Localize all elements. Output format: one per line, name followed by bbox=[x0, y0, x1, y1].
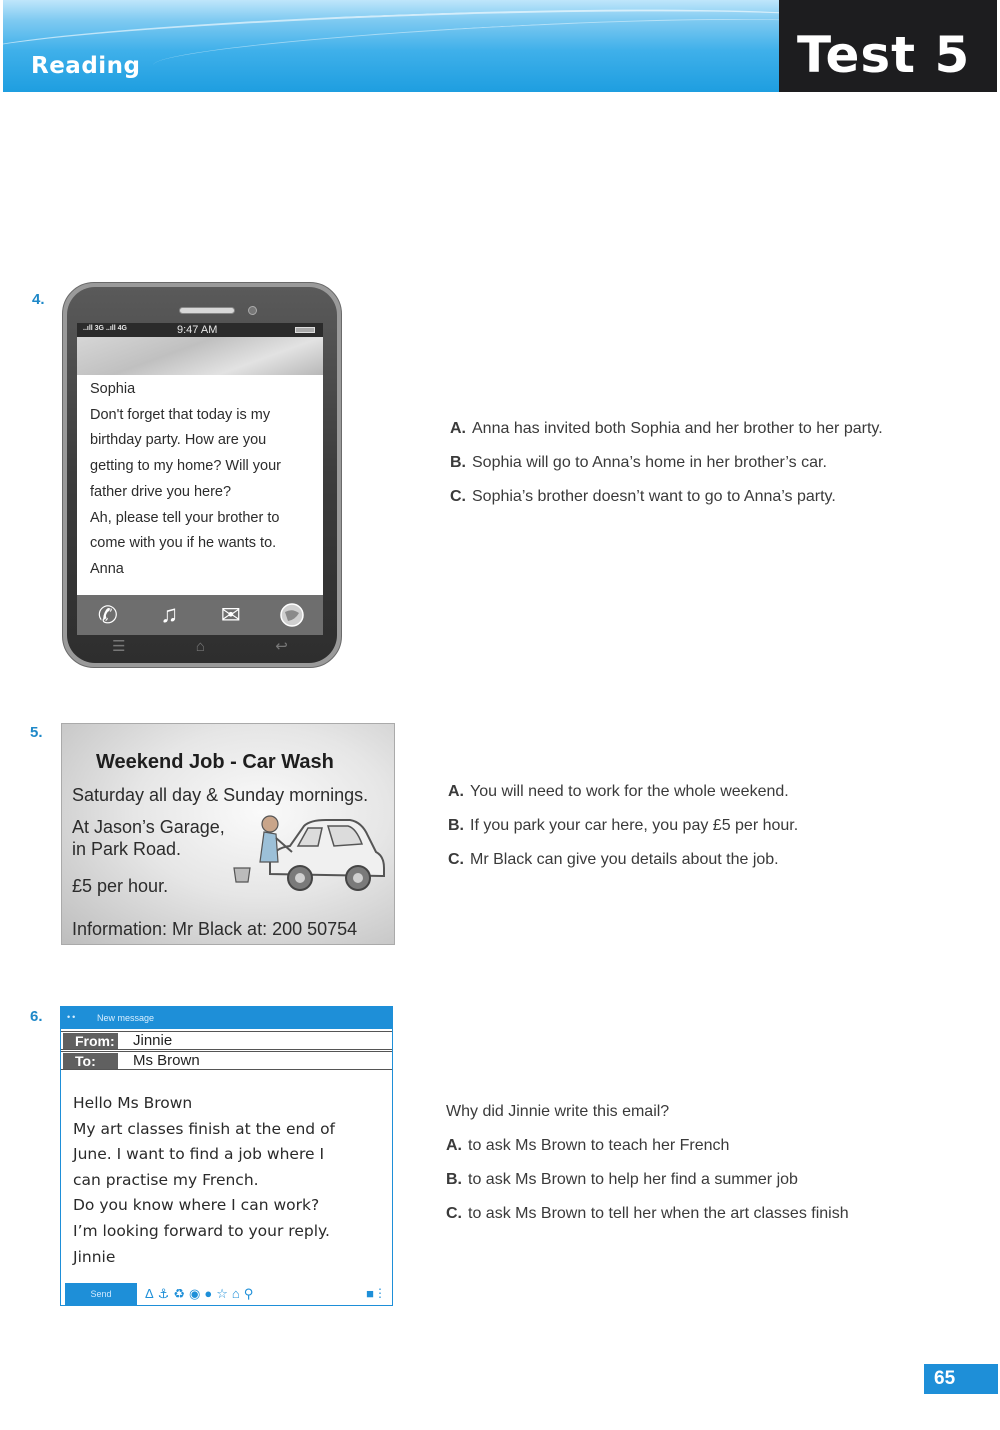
menu-icon: ☰ bbox=[112, 638, 126, 655]
message-line: getting to my home? Will your bbox=[90, 458, 281, 475]
more-options-icon: ⋮ bbox=[374, 1286, 386, 1300]
question-6-number: 6. bbox=[30, 1008, 43, 1025]
question-5-number: 5. bbox=[30, 724, 43, 741]
message-line: Don't forget that today is my bbox=[90, 406, 271, 423]
email-toolbar bbox=[61, 1283, 392, 1305]
question-6-text: Why did Jinnie write this email? bbox=[446, 1103, 670, 1120]
test-label-box bbox=[779, 0, 997, 92]
phone-dock bbox=[77, 595, 323, 635]
music-note-icon: ♫ bbox=[160, 601, 179, 628]
page-number: 65 bbox=[924, 1364, 998, 1394]
email-line: I’m looking forward to your reply. bbox=[73, 1221, 330, 1240]
page-header bbox=[3, 0, 997, 92]
phone-call-icon: ✆ bbox=[97, 601, 118, 629]
option-a: A. Anna has invited both Sophia and her brother to her party. bbox=[450, 420, 883, 437]
question-6-block bbox=[446, 1102, 849, 1238]
phone-wallpaper bbox=[77, 337, 323, 375]
email-window-title: New message bbox=[97, 1013, 155, 1023]
message-line: birthday party. How are you bbox=[90, 432, 267, 449]
back-icon: ↩ bbox=[275, 638, 288, 655]
car-wash-illustration bbox=[230, 812, 390, 902]
to-label: To: bbox=[63, 1053, 118, 1069]
window-controls-icon: •• bbox=[67, 1012, 78, 1022]
globe-icon bbox=[277, 601, 307, 629]
advert-schedule: Saturday all day & Sunday mornings. bbox=[72, 785, 369, 805]
advert-location-line-1: At Jason’s Garage, bbox=[72, 817, 225, 837]
home-icon: ⌂ bbox=[195, 637, 205, 655]
email-body bbox=[73, 1091, 388, 1270]
option-b: B. Sophia will go to Anna’s home in her brother’s car. bbox=[450, 454, 827, 471]
question-5-options bbox=[448, 782, 798, 884]
phone-status-bar bbox=[77, 323, 323, 337]
formatting-icons: Δ⚓♻◉●☆⌂⚲ bbox=[145, 1286, 258, 1301]
email-from-row bbox=[61, 1031, 392, 1050]
email-line: June. I want to find a job where I bbox=[73, 1145, 325, 1164]
phone-screen bbox=[77, 323, 323, 595]
send-button: Send bbox=[65, 1283, 137, 1305]
from-value: Jinnie bbox=[133, 1032, 173, 1049]
email-line: Hello Ms Brown bbox=[73, 1094, 193, 1112]
option-b: B. to ask Ms Brown to help her find a summer job bbox=[446, 1171, 798, 1188]
phone-nav-bar bbox=[77, 635, 323, 657]
battery-icon bbox=[295, 327, 315, 333]
phone-illustration bbox=[62, 282, 342, 668]
option-b: B. If you park your car here, you pay £5 per hour. bbox=[448, 817, 799, 834]
message-line: Anna bbox=[90, 560, 124, 577]
option-a: A. to ask Ms Brown to teach her French bbox=[446, 1137, 730, 1154]
email-line: My art classes finish at the end of bbox=[73, 1119, 336, 1138]
advert-location-line-2: in Park Road. bbox=[72, 839, 182, 859]
message-line: Ah, please tell your brother to bbox=[90, 509, 280, 526]
to-value: Ms Brown bbox=[133, 1052, 200, 1069]
email-line: can practise my French. bbox=[73, 1170, 259, 1189]
email-line: Do you know where I can work? bbox=[73, 1196, 320, 1215]
test-title: Test 5 bbox=[797, 26, 971, 84]
email-illustration bbox=[60, 1006, 393, 1306]
email-to-row bbox=[61, 1051, 392, 1070]
section-title: Reading bbox=[31, 53, 141, 79]
question-4-options bbox=[450, 419, 883, 521]
text-message bbox=[90, 377, 318, 583]
message-line: Sophia bbox=[90, 381, 136, 397]
signal-icon: ..ıll 3G ..ıll 4G bbox=[83, 325, 127, 332]
question-4-number: 4. bbox=[32, 291, 45, 308]
header-band bbox=[3, 0, 779, 92]
advert-title: Weekend Job - Car Wash bbox=[96, 751, 334, 773]
advert-pay: £5 per hour. bbox=[72, 876, 169, 896]
message-line: father drive you here? bbox=[90, 483, 232, 500]
email-line: Jinnie bbox=[73, 1247, 116, 1266]
message-line: come with you if he wants to. bbox=[90, 535, 277, 552]
trash-icon: ■ bbox=[366, 1286, 374, 1301]
phone-clock: 9:47 AM bbox=[177, 324, 218, 336]
phone-camera bbox=[248, 306, 257, 315]
from-label: From: bbox=[63, 1033, 118, 1049]
phone-speaker bbox=[179, 307, 235, 314]
advert-contact: Information: Mr Black at: 200 50754 bbox=[72, 919, 358, 939]
option-c: C. Sophia’s brother doesn’t want to go to Anna’s party. bbox=[450, 488, 836, 505]
email-title-bar bbox=[61, 1007, 392, 1029]
envelope-icon: ✉ bbox=[220, 601, 241, 629]
option-a: A. You will need to work for the whole weekend. bbox=[448, 783, 789, 800]
option-c: C. to ask Ms Brown to tell her when the art classes finish bbox=[446, 1205, 849, 1222]
option-c: C. Mr Black can give you details about the job. bbox=[448, 851, 779, 868]
job-advert bbox=[61, 723, 395, 945]
